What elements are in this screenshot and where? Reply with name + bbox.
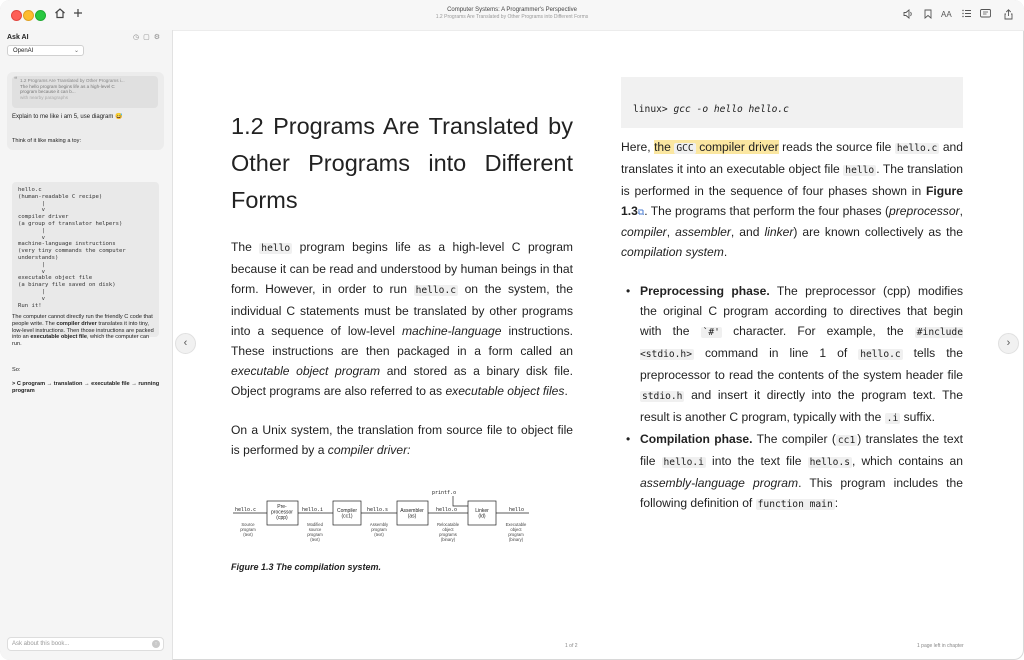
title-bar bbox=[0, 0, 1024, 31]
quote-meta: with nearby paragraphs bbox=[20, 94, 69, 100]
terminal-block bbox=[621, 77, 963, 128]
inline-code: .i bbox=[886, 413, 899, 424]
emphasis: executable object files bbox=[445, 384, 565, 398]
bold-term: executable object file bbox=[30, 334, 87, 341]
text: On a Unix system, the translation from source file to object file is performed by a bbox=[231, 423, 573, 457]
paragraph bbox=[231, 420, 573, 460]
speaker-icon[interactable] bbox=[903, 9, 914, 22]
gear-icon[interactable]: ⚙ bbox=[153, 34, 164, 41]
figure-file-desc: Assembly program (text) bbox=[369, 522, 389, 537]
terminal-command: gcc -o hello hello.c bbox=[673, 104, 789, 115]
right-page bbox=[621, 77, 963, 515]
figure-file-desc: Relocatable object programs (binary) bbox=[436, 522, 460, 542]
text: , bbox=[666, 225, 676, 239]
ai-summary: > C program → translation → executable file → running program bbox=[12, 381, 160, 394]
text: on the system, the individual C statements must be translated by other programs into a sequence of low-level bbox=[231, 282, 573, 338]
page-indicator: 1 of 2 bbox=[565, 643, 578, 649]
text: and insert it directly into the program text. The result is another C program, typically with the bbox=[640, 388, 963, 424]
emphasis: compilation system bbox=[621, 245, 724, 259]
new-chat-icon[interactable]: ▢ bbox=[143, 34, 154, 41]
bullet-title: Compilation phase. bbox=[640, 432, 753, 446]
emphasis: assembly-language program bbox=[640, 476, 799, 490]
figure-file-label: hello.i bbox=[302, 507, 324, 513]
emphasis: compiler driver: bbox=[327, 443, 411, 457]
text: The compiler ( bbox=[752, 432, 836, 446]
text: translates it into tiny, low-level instructions. Then those instructions are packed into an bbox=[12, 320, 154, 341]
pages-left-indicator: 1 page left in chapter bbox=[917, 643, 964, 649]
figure-file-label: hello.o bbox=[436, 507, 458, 513]
external-link-icon[interactable]: ⧉ bbox=[637, 207, 645, 217]
text: : bbox=[834, 496, 839, 510]
text: compiler driver bbox=[695, 140, 779, 154]
inline-code: hello.i bbox=[663, 457, 704, 468]
compilation-system-figure bbox=[231, 486, 531, 552]
inline-code: `#' bbox=[702, 327, 720, 338]
text: . bbox=[564, 384, 568, 398]
text: tells the preprocessor to read the contents of the system header file bbox=[640, 346, 963, 382]
figure-link[interactable]: Figure 1.3 bbox=[621, 184, 963, 218]
user-message-text: Explain to me like i am 5, use diagram 😅 bbox=[12, 114, 123, 120]
window-title bbox=[0, 6, 1024, 21]
figure-file-label: hello bbox=[509, 507, 525, 513]
list-icon[interactable] bbox=[962, 9, 972, 21]
chapter-title: 1.2 Programs Are Translated by Other Programs into Different Forms bbox=[231, 113, 573, 213]
text: , which the computer can run. bbox=[12, 334, 150, 348]
text: , and bbox=[730, 225, 765, 239]
book-title: Computer Systems: A Programmer's Perspective bbox=[447, 7, 577, 13]
quoted-passage bbox=[12, 76, 158, 108]
figure-caption: Figure 1.3 The compilation system. bbox=[231, 562, 382, 572]
quote-line: program because it can b... bbox=[20, 89, 76, 95]
bullet-title: Preprocessing phase. bbox=[640, 284, 770, 298]
figure-node-label: Assembler (as) bbox=[400, 508, 424, 520]
font-size-icon[interactable]: AA bbox=[941, 10, 952, 19]
left-page bbox=[231, 108, 573, 460]
inline-code: hello.c bbox=[415, 285, 456, 296]
figure-node-label: Pre-processor (cpp) bbox=[271, 504, 293, 521]
text: character. For example, the bbox=[721, 324, 915, 338]
text: . This program includes the following definition of bbox=[640, 476, 963, 510]
text: Here, bbox=[621, 140, 655, 154]
figure-file-label: hello.c bbox=[235, 507, 257, 513]
inline-code: hello bbox=[261, 243, 291, 254]
quote-icon: ❝ bbox=[14, 77, 18, 83]
text: . bbox=[723, 245, 728, 259]
next-page-button[interactable] bbox=[998, 333, 1019, 354]
ai-explanation bbox=[12, 314, 160, 348]
text: the bbox=[654, 140, 675, 154]
text: The preprocessor (cpp) modifies the original C program according to directives that begin with the bbox=[640, 284, 963, 338]
text: and translates it into an executable object file bbox=[621, 140, 963, 176]
text: . The programs that perform the four phases ( bbox=[644, 204, 890, 218]
list-item bbox=[621, 429, 963, 515]
previous-page-button[interactable] bbox=[175, 333, 196, 354]
figure-node-label: Linker (ld) bbox=[475, 508, 489, 520]
highlight[interactable] bbox=[654, 140, 779, 154]
inline-code: hello.s bbox=[809, 457, 851, 468]
paragraph bbox=[231, 237, 573, 401]
emphasis: assembler bbox=[675, 225, 731, 239]
history-icon[interactable]: ◷ bbox=[132, 34, 144, 41]
sidebar-tools bbox=[133, 33, 164, 41]
figure-printf-label: printf.o bbox=[432, 490, 457, 496]
text: The computer cannot directly run the friendly C code that people write. The bbox=[12, 314, 153, 327]
text: command in line 1 of bbox=[693, 346, 859, 360]
chevron-right-icon: › bbox=[1006, 337, 1011, 349]
text: , which contains an bbox=[852, 454, 963, 468]
text: ) are known collectively as the bbox=[793, 225, 963, 239]
share-icon[interactable] bbox=[1004, 9, 1013, 23]
inline-code: #include <stdio.h> bbox=[640, 327, 963, 360]
figure-file-desc: Executable object program (binary) bbox=[505, 522, 527, 542]
inline-code: GCC bbox=[676, 143, 694, 154]
chapter-subtitle: 1.2 Programs Are Translated by Other Programs into Different Forms bbox=[435, 14, 589, 20]
ask-input-placeholder: Ask about this book... bbox=[12, 641, 70, 647]
quote-title: 1.2 Programs Are Translated by Other Programs i... bbox=[20, 78, 125, 83]
text: into the text file bbox=[705, 454, 808, 468]
terminal-prompt: linux> bbox=[633, 104, 668, 115]
inline-code: cc1 bbox=[837, 435, 856, 446]
provider-select[interactable] bbox=[7, 45, 84, 56]
ai-intro: Think of it like making a toy: bbox=[12, 138, 82, 144]
paragraph bbox=[621, 137, 963, 262]
text: The bbox=[231, 240, 260, 254]
text: instructions. These instructions are then packaged in a form called an bbox=[231, 324, 574, 358]
phase-list bbox=[621, 281, 963, 515]
text: and stored as a binary disk file. Object programs are also referred to as bbox=[231, 364, 573, 398]
emphasis: linker bbox=[764, 225, 794, 239]
chat-icon[interactable] bbox=[980, 9, 991, 22]
bookmark-icon[interactable] bbox=[924, 9, 932, 22]
figure-file-desc: Source program (text) bbox=[240, 522, 256, 537]
figure-node-label: Compiler (cc1) bbox=[336, 508, 358, 520]
send-icon[interactable]: ↑ bbox=[152, 640, 160, 648]
ai-so-label: So: bbox=[12, 367, 21, 373]
quote-line: The hello program begins life as a high-level C bbox=[20, 83, 115, 89]
inline-code: hello bbox=[845, 165, 875, 176]
text: . The translation is performed in the sequence of four phases shown in bbox=[621, 162, 964, 198]
text: suffix. bbox=[900, 410, 935, 424]
figure-file-desc: Modified source program (text) bbox=[307, 522, 323, 542]
figure-printf-arrow bbox=[453, 496, 468, 506]
emphasis: preprocessor bbox=[889, 204, 960, 218]
text: reads the source file bbox=[778, 140, 895, 154]
text: program begins life as a high-level C program because it can be read and understood by human beings in that form. However, in order to run bbox=[231, 240, 573, 296]
ai-diagram: hello.c (human-readable C recipe) | v compiler driver (a group of translator helpers) | v machine-language instructions (very tiny commands the computer understands) | v executable object file (a binary file saved on disk) | v Run it! bbox=[12, 182, 159, 337]
emphasis: machine-language bbox=[401, 324, 502, 338]
figure-file-label: hello.s bbox=[367, 507, 389, 513]
provider-value: OpenAI bbox=[13, 48, 34, 54]
text: ) translates the text file bbox=[640, 432, 963, 468]
sidebar-title: Ask AI bbox=[7, 34, 29, 41]
inline-code: hello.c bbox=[896, 143, 938, 154]
emphasis: compiler bbox=[621, 225, 667, 239]
ask-ai-sidebar bbox=[0, 30, 173, 660]
ask-input[interactable] bbox=[7, 637, 164, 651]
inline-code: function main bbox=[757, 499, 833, 510]
chevron-down-icon: ⌄ bbox=[73, 48, 79, 54]
text: , bbox=[959, 204, 963, 218]
bold-term: compiler driver bbox=[56, 320, 97, 327]
inline-code: hello.c bbox=[860, 349, 901, 360]
chevron-left-icon: ‹ bbox=[183, 337, 188, 349]
inline-code: stdio.h bbox=[642, 391, 683, 402]
list-item bbox=[621, 281, 963, 429]
emphasis: executable object program bbox=[231, 364, 381, 378]
